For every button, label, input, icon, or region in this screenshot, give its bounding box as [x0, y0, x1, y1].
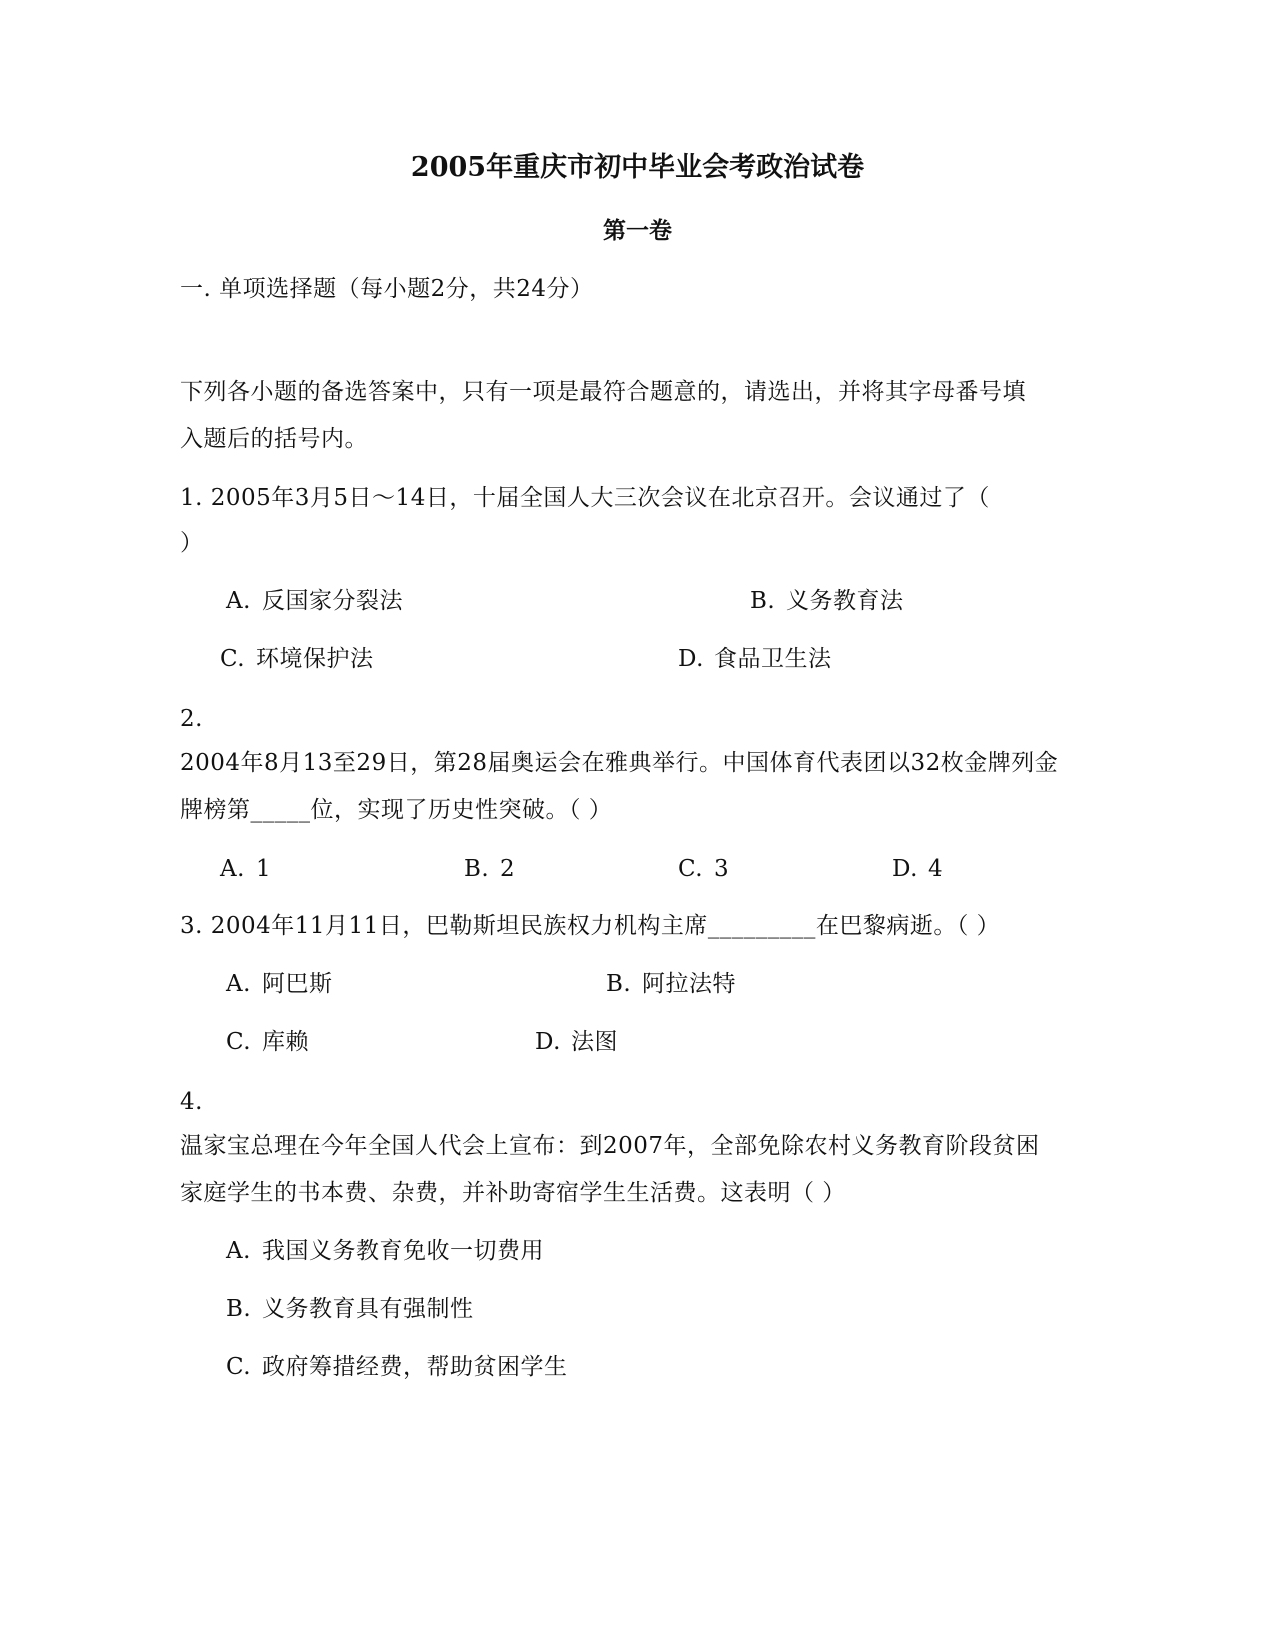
- exam-title: 2005年重庆市初中毕业会考政治试卷: [410, 152, 865, 183]
- option-letter: D.: [678, 646, 704, 672]
- question-2-option-d: [892, 854, 943, 884]
- option-text: 库赖: [262, 1029, 309, 1055]
- question-2-option-a: [220, 854, 271, 884]
- question-3-option-c: [226, 1027, 309, 1057]
- option-letter: A.: [226, 588, 251, 614]
- option-letter: C.: [678, 856, 704, 882]
- question-2-option-b: [464, 854, 515, 884]
- option-letter: B.: [226, 1296, 252, 1322]
- option-text: 2: [500, 856, 516, 882]
- option-text: 我国义务教育免收一切费用: [262, 1238, 544, 1264]
- question-3-option-a: [226, 969, 333, 999]
- option-letter: A.: [226, 1238, 251, 1264]
- option-letter: C.: [220, 646, 246, 672]
- question-1-option-c: [220, 644, 374, 674]
- question-4-option-b: [226, 1294, 474, 1324]
- question-1-option-a: [226, 586, 403, 616]
- question-1-stem: 1. 2005年3月5日～14日，十届全国人大三次会议在北京召开。会议通过了（: [180, 485, 990, 511]
- option-text: 3: [714, 856, 730, 882]
- option-text: 环境保护法: [256, 646, 374, 672]
- question-1-stem: ）: [180, 530, 204, 556]
- option-text: 义务教育法: [786, 588, 904, 614]
- option-text: 4: [928, 856, 944, 882]
- question-4-stem: 家庭学生的书本费、杂费，并补助寄宿学生生活费。这表明（ ）: [180, 1180, 846, 1206]
- option-letter: D.: [892, 856, 918, 882]
- option-letter: A.: [226, 971, 251, 997]
- question-2-option-c: [678, 854, 729, 884]
- option-text: 食品卫生法: [714, 646, 832, 672]
- question-3-option-b: [606, 969, 736, 999]
- option-text: 法图: [571, 1029, 618, 1055]
- question-4-option-a: [226, 1236, 544, 1266]
- option-letter: C.: [226, 1354, 252, 1380]
- question-2-stem: 2004年8月13至29日，第28届奥运会在雅典举行。中国体育代表团以32枚金牌列金: [180, 750, 1059, 776]
- option-text: 1: [256, 856, 272, 882]
- section-heading: 一. 单项选择题（每小题2分，共24分）: [180, 276, 594, 302]
- option-text: 阿巴斯: [262, 971, 333, 997]
- question-1-option-b: [750, 586, 904, 616]
- option-text: 义务教育具有强制性: [262, 1296, 474, 1322]
- option-letter: D.: [535, 1029, 561, 1055]
- question-2-number: 2.: [180, 706, 203, 732]
- question-3-stem: 3. 2004年11月11日，巴勒斯坦民族权力机构主席_________在巴黎病逝。（ ）: [180, 913, 1001, 939]
- question-4-number: 4.: [180, 1089, 203, 1115]
- instructions-line: 下列各小题的备选答案中，只有一项是最符合题意的，请选出，并将其字母番号填: [180, 379, 1026, 405]
- question-1-option-d: [678, 644, 832, 674]
- option-letter: B.: [750, 588, 776, 614]
- option-letter: B.: [464, 856, 490, 882]
- question-2-stem: 牌榜第_____位，实现了历史性突破。（ ）: [180, 797, 613, 823]
- volume-heading: 第一卷: [603, 217, 672, 244]
- question-3-option-d: [535, 1027, 618, 1057]
- question-4-option-c: [226, 1352, 568, 1382]
- question-4-stem: 温家宝总理在今年全国人代会上宣布：到2007年，全部免除农村义务教育阶段贫困: [180, 1133, 1040, 1159]
- instructions-line: 入题后的括号内。: [180, 426, 368, 452]
- option-letter: A.: [220, 856, 245, 882]
- option-letter: C.: [226, 1029, 252, 1055]
- option-text: 反国家分裂法: [262, 588, 403, 614]
- option-text: 阿拉法特: [642, 971, 736, 997]
- option-letter: B.: [606, 971, 632, 997]
- option-text: 政府筹措经费，帮助贫困学生: [262, 1354, 568, 1380]
